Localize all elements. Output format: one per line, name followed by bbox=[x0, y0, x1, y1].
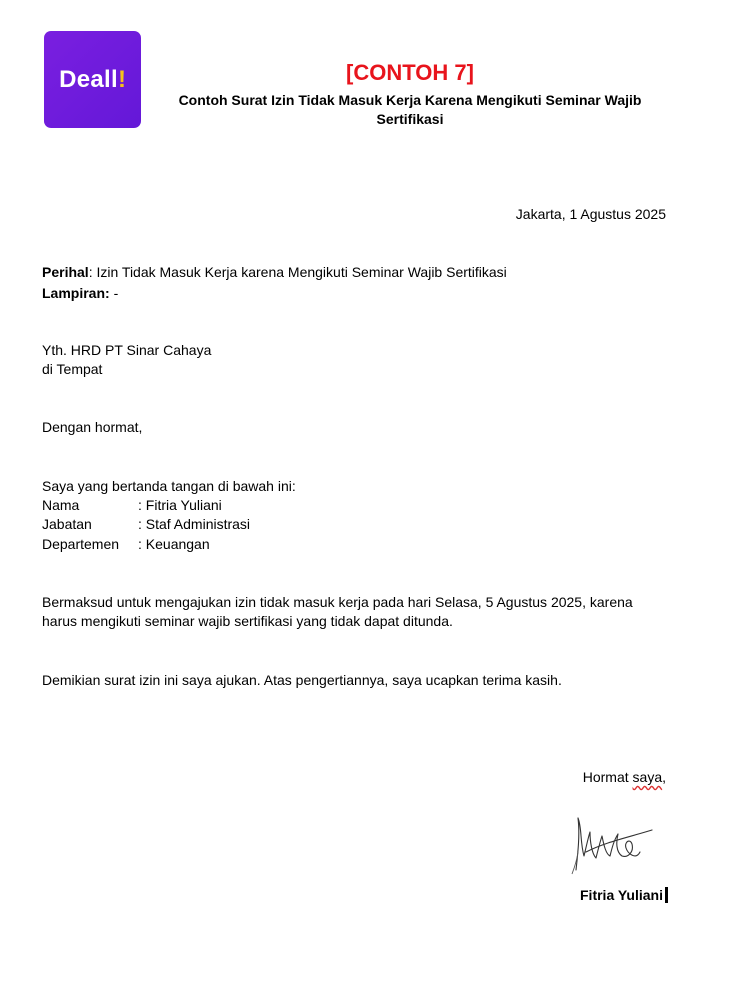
field-label: Jabatan bbox=[42, 516, 92, 532]
closing-punct: , bbox=[662, 769, 666, 785]
perihal-line bbox=[42, 263, 507, 282]
text-cursor bbox=[665, 887, 668, 903]
field-value: : Fitria Yuliani bbox=[138, 497, 222, 513]
signer-name: Fitria Yuliani bbox=[580, 887, 663, 903]
field-row bbox=[42, 535, 210, 554]
field-row bbox=[42, 496, 222, 515]
closing-word-flagged: saya bbox=[632, 769, 663, 785]
signer-name-line bbox=[580, 886, 668, 905]
place-date: Jakarta, 1 Agustus 2025 bbox=[515, 206, 666, 222]
signature-image bbox=[566, 812, 658, 880]
logo-accent: ! bbox=[117, 65, 126, 93]
recipient-line-1: Yth. HRD PT Sinar Cahaya bbox=[42, 342, 212, 358]
body-line-2: harus mengikuti seminar wajib sertifikasi yang tidak dapat ditunda. bbox=[42, 613, 453, 629]
lampiran-value: - bbox=[109, 285, 119, 301]
lampiran-label: Lampiran: bbox=[42, 285, 110, 301]
example-tag: [CONTOH 7] bbox=[346, 60, 474, 85]
field-label: Nama bbox=[42, 497, 80, 513]
closing-paragraph: Demikian surat izin ini saya ajukan. Atas pengertiannya, saya ucapkan terima kasih. bbox=[42, 672, 562, 688]
recipient-line-2: di Tempat bbox=[42, 361, 103, 377]
perihal-label: Perihal bbox=[42, 264, 89, 280]
greeting: Dengan hormat, bbox=[42, 419, 143, 435]
field-label: Departemen bbox=[42, 536, 120, 552]
closing-salutation bbox=[583, 768, 666, 787]
logo-text: Deall bbox=[59, 65, 118, 93]
document-title: Contoh Surat Izin Tidak Masuk Kerja Karena Mengikuti Seminar Wajib Sertifikasi bbox=[178, 92, 642, 127]
lampiran-line bbox=[42, 284, 118, 303]
intro-line: Saya yang bertanda tangan di bawah ini: bbox=[42, 478, 296, 494]
body-line-1: Bermaksud untuk mengajukan izin tidak masuk kerja pada hari Selasa, 5 Agustus 2025, karena bbox=[42, 594, 633, 610]
closing-word: Hormat bbox=[582, 769, 633, 785]
field-value: : Staf Administrasi bbox=[138, 516, 251, 532]
perihal-value: : Izin Tidak Masuk Kerja karena Mengikuti Seminar Wajib Sertifikasi bbox=[88, 264, 507, 280]
field-row bbox=[42, 515, 250, 534]
field-value: : Keuangan bbox=[138, 536, 210, 552]
